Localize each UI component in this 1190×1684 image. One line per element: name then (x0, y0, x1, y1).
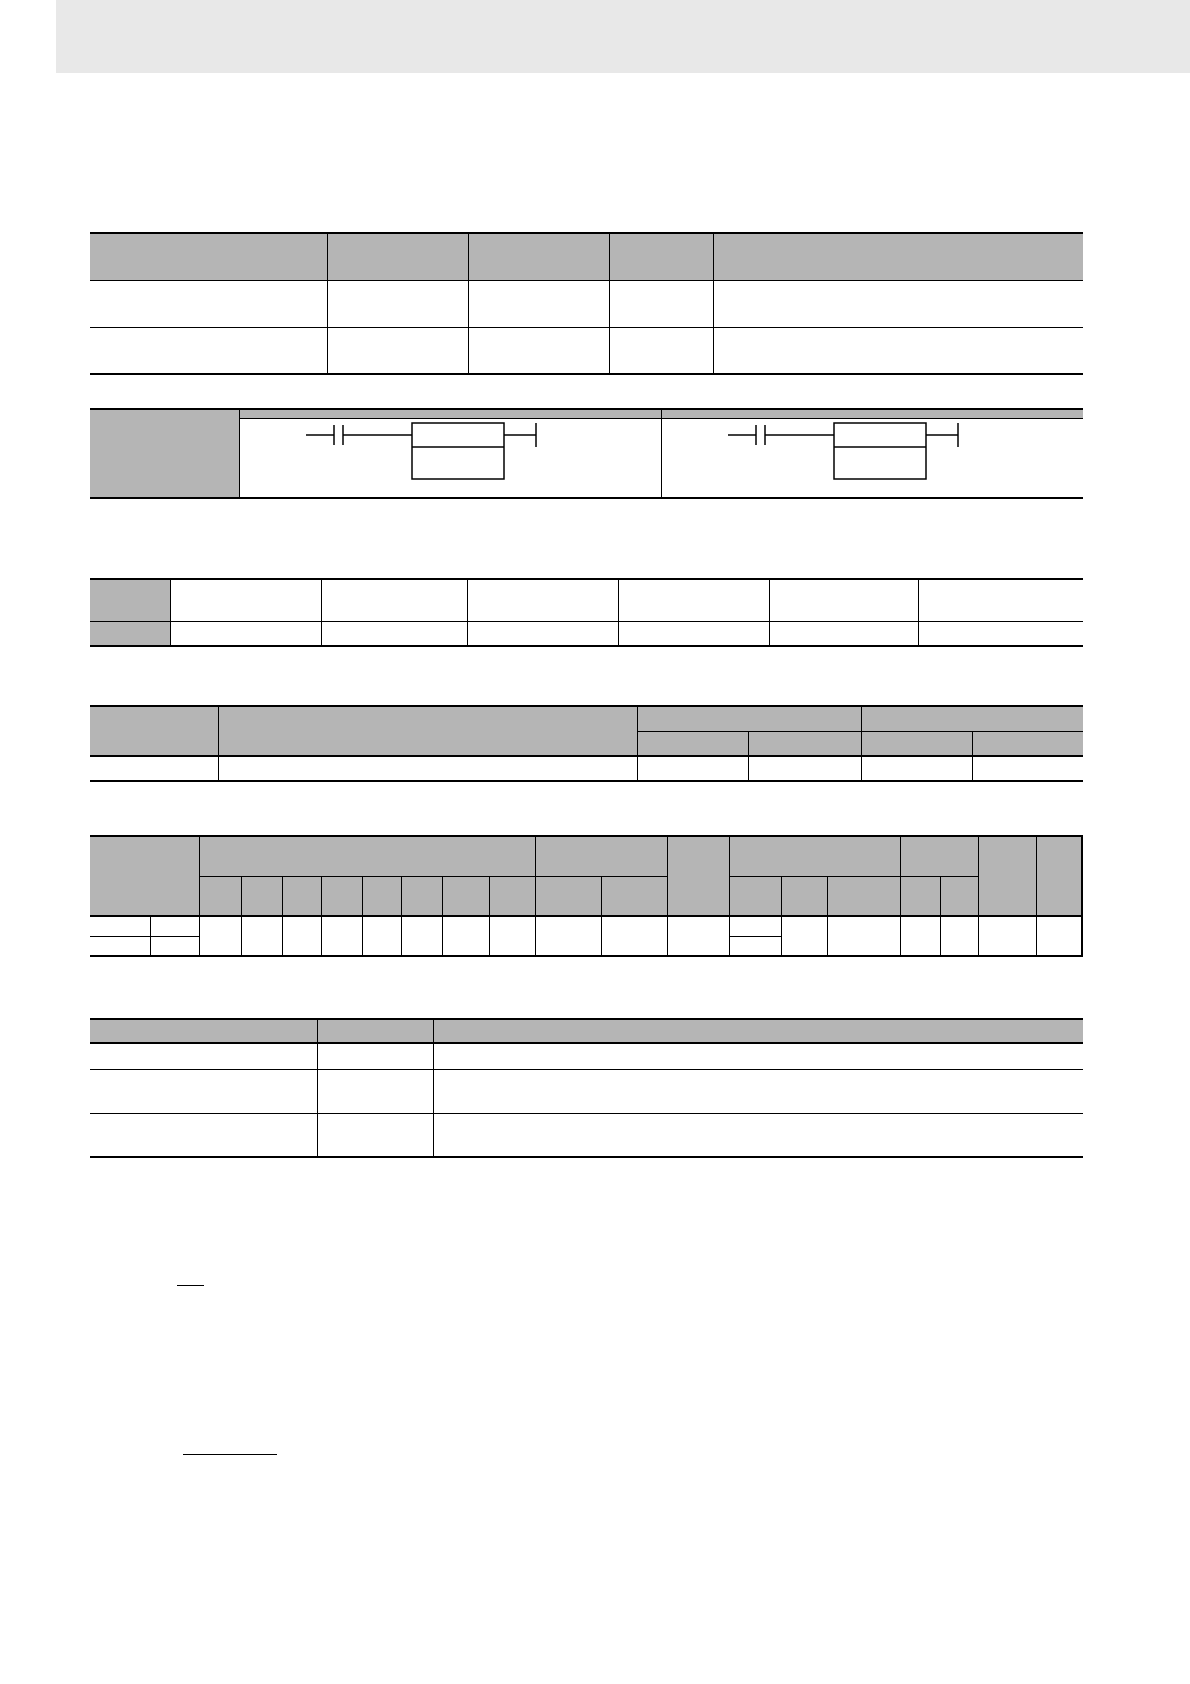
ladder-symbol-2 (662, 419, 1084, 497)
table-1-header-2 (327, 233, 468, 280)
flag-subheader (601, 876, 667, 916)
table-2-symbol-header-1 (239, 409, 661, 419)
table-3-row-header (90, 579, 170, 621)
table-1-cell (609, 327, 713, 374)
flag-group-header (199, 836, 535, 876)
ladder-symbol-1 (240, 419, 662, 497)
table-1-cell (713, 280, 1083, 327)
table-6-header-1 (90, 1019, 317, 1043)
flag-subheader (362, 876, 401, 916)
table-3-cell (467, 579, 618, 621)
table-3-cell (618, 579, 769, 621)
table-3-cell (170, 621, 321, 646)
flag-group-header (729, 836, 900, 876)
table-1-header-5 (713, 233, 1083, 280)
table-2-ladder-symbols (90, 408, 1083, 499)
table-6-cell (90, 1043, 317, 1069)
table-3-cell (321, 621, 467, 646)
table-3-cell (618, 621, 769, 646)
table-4-header-3 (637, 706, 861, 731)
flag-cell (601, 916, 667, 956)
flag-cell (535, 916, 601, 956)
table-row (90, 916, 1082, 936)
flag-cell (900, 916, 940, 956)
table-row (90, 756, 1083, 781)
flag-subheader (781, 876, 827, 916)
table-1-header-4 (609, 233, 713, 280)
flag-subheader (241, 876, 282, 916)
table-4-cell (90, 756, 218, 781)
table-1-cell (468, 280, 609, 327)
table-3-cell (918, 621, 1083, 646)
flag-cell (362, 916, 401, 956)
table-1-cell (468, 327, 609, 374)
flag-row-sublabel (150, 916, 199, 936)
table-6-cell (317, 1043, 433, 1069)
table-4-subheader (637, 731, 748, 756)
table-4-cell (972, 756, 1083, 781)
flag-cell (199, 916, 241, 956)
table-6-cell (90, 1069, 317, 1113)
table-1-header-3 (468, 233, 609, 280)
flag-cell (940, 916, 978, 956)
table-6-cell (90, 1113, 317, 1157)
flag-subheader (729, 876, 781, 916)
table-6 (90, 1018, 1083, 1158)
flag-row-label (90, 916, 150, 936)
table-4-header-2 (218, 706, 637, 756)
table-6-cell (433, 1043, 1083, 1069)
flag-cell (978, 916, 1036, 956)
table-3-cell (467, 621, 618, 646)
table-6-header-3 (433, 1019, 1083, 1043)
flag-row-sublabel (150, 936, 199, 956)
flag-cell (827, 916, 900, 956)
table-6-cell (317, 1069, 433, 1113)
ladder-symbol-cell-1 (239, 419, 661, 499)
table-4-header-4 (861, 706, 1083, 731)
flag-group-header (978, 836, 1036, 916)
table-6-cell (433, 1113, 1083, 1157)
flag-subheader (321, 876, 362, 916)
flag-cell (781, 916, 827, 956)
flag-group-header (667, 836, 729, 916)
flag-cell (729, 936, 781, 956)
flag-row-label (90, 936, 150, 956)
flag-cell (282, 916, 321, 956)
flag-cell (729, 916, 781, 936)
table-4-subheader (748, 731, 861, 756)
table-4-subheader (972, 731, 1083, 756)
flag-subheader (442, 876, 489, 916)
table-3-cell (321, 579, 467, 621)
flag-cell (667, 916, 729, 956)
flag-group-header (535, 836, 667, 876)
table-row (90, 1069, 1083, 1113)
table-6-cell (433, 1069, 1083, 1113)
table-3-cell (918, 579, 1083, 621)
table-1-cell (327, 280, 468, 327)
table-4-subheader (861, 731, 972, 756)
table-2-row-label (90, 409, 239, 498)
table-2-symbol-header-2 (661, 409, 1083, 419)
table-3-row-header (90, 621, 170, 646)
flag-subheader (489, 876, 535, 916)
table-1-cell (609, 280, 713, 327)
flag-subheader (827, 876, 900, 916)
table-row (90, 1043, 1083, 1069)
table-1-cell (90, 327, 327, 374)
table-1-cell (713, 327, 1083, 374)
table-1-cell (327, 327, 468, 374)
table-3-cell (769, 621, 918, 646)
flag-cell (321, 916, 362, 956)
table-row (90, 327, 1083, 374)
flag-cell (401, 916, 442, 956)
table-1-header-1 (90, 233, 327, 280)
flag-subheader (401, 876, 442, 916)
flag-subheader (535, 876, 601, 916)
table-5-flags (90, 835, 1083, 957)
table-4-header-1 (90, 706, 218, 756)
flag-group-header (900, 836, 978, 876)
table-row (90, 1113, 1083, 1157)
ladder-symbol-cell-2 (661, 419, 1083, 499)
page-header-band (56, 0, 1190, 73)
flag-cell (489, 916, 535, 956)
flag-subheader (940, 876, 978, 916)
table-3-cell (769, 579, 918, 621)
table-3-cell (170, 579, 321, 621)
table-4-cell (218, 756, 637, 781)
flag-subheader (900, 876, 940, 916)
flag-cell (241, 916, 282, 956)
underline-mark (183, 1454, 277, 1455)
table-6-cell (317, 1113, 433, 1157)
flag-cell (442, 916, 489, 956)
underline-mark (177, 1285, 204, 1286)
table-4 (90, 705, 1083, 782)
table-4-cell (637, 756, 748, 781)
table-1-cell (90, 280, 327, 327)
table-3 (90, 578, 1083, 647)
flag-subheader (199, 876, 241, 916)
table-row (90, 280, 1083, 327)
table-row (90, 621, 1083, 646)
flag-subheader (282, 876, 321, 916)
table-1 (90, 232, 1083, 375)
flag-table-corner (90, 836, 199, 916)
flag-group-header (1036, 836, 1082, 916)
flag-cell (1036, 916, 1082, 956)
table-4-cell (748, 756, 861, 781)
table-6-header-2 (317, 1019, 433, 1043)
table-4-cell (861, 756, 972, 781)
table-row (90, 579, 1083, 621)
